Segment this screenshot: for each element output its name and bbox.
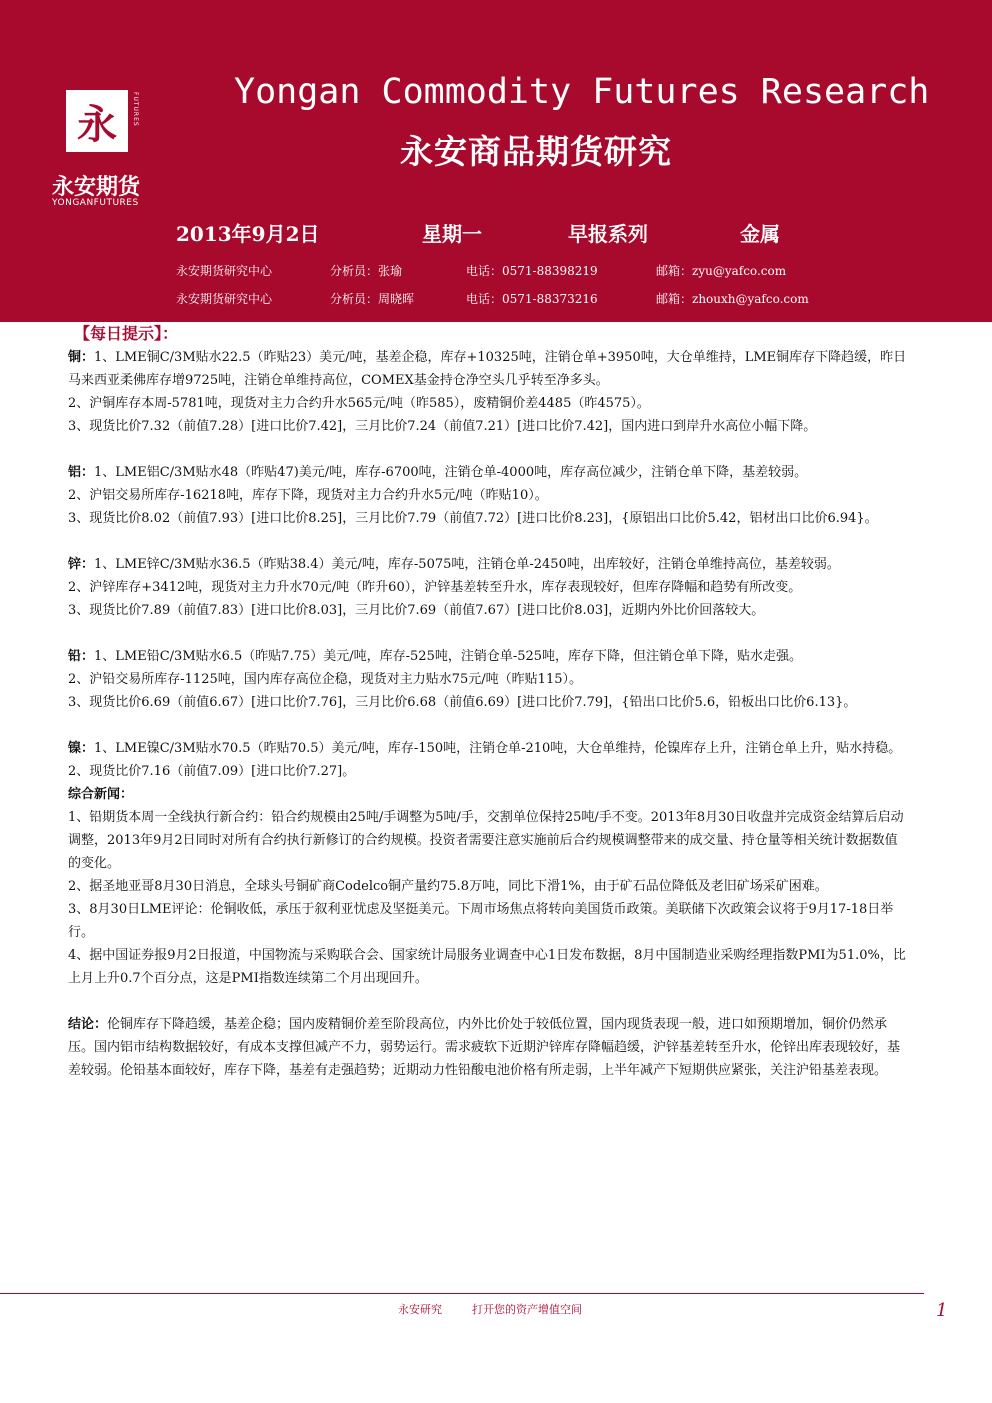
footer-slogan: 打开您的资产增值空间 <box>472 1303 582 1316</box>
nickel-line-1: 1、LME镍C/3M贴水70.5（昨贴70.5）美元/吨，库存-150吨，注销仓单-210吨，大仓单维持，伦镍库存上升，注销仓单上升，贴水持稳。 <box>94 741 902 756</box>
lead-section <box>68 645 910 714</box>
footer-brand: 永安研究 <box>398 1303 442 1316</box>
aluminum-section <box>68 461 910 530</box>
section-label: 铜： <box>68 350 95 365</box>
logo-glyph-icon: 永 <box>77 101 117 148</box>
page-number: 1 <box>936 1300 948 1321</box>
news-title: 综合新闻： <box>68 787 134 802</box>
contact-center: 永安期货研究中心 <box>176 264 273 278</box>
lead-line-1: 1、LME铅C/3M贴水6.5（昨贴7.75）美元/吨，库存-525吨，注销仓单-525吨，库存下降，但注销仓单下降，贴水走强。 <box>94 649 803 664</box>
zinc-line-3: 3、现货比价7.89（前值7.83）[进口比价8.03]，三月比价7.69（前值7.67）[进口比价8.03]，近期内外比价回落较大。 <box>68 603 765 618</box>
lead-line-3: 3、现货比价6.69（前值6.67）[进口比价7.76]，三月比价6.68（前值6.69）[进口比价7.79]，{铅出口比价5.6，铅板出口比价6.13}。 <box>68 695 857 710</box>
report-category: 金属 <box>740 222 780 246</box>
contact-phone: 电话：0571-88373216 <box>466 292 598 306</box>
conclusion-section <box>68 1013 910 1082</box>
conclusion-text: 伦铜库存下降趋缓，基差企稳；国内废精铜价差至阶段高位，内外比价处于较低位置，国内现货表现一般，进口如预期增加，铜价仍然承压。国内铝市结构数据较好，有成本支撑但减产不力，弱势运行。需求疲软下近期沪锌库存降幅趋缓，沪锌基差转至升水，伦锌出库表现较好，基差较弱。伦铅基本面较好，库存下降，基差有走强趋势；近期动力性铅酸电池价格有所走弱，上半年减产下短期供应紧张，关注沪铅基差表现。 <box>68 1017 901 1078</box>
header-banner <box>0 0 992 322</box>
report-body <box>68 322 910 1082</box>
logo-subtitle: YONGANFUTURES <box>52 198 139 208</box>
report-series: 早报系列 <box>568 222 648 246</box>
aluminum-line-1: 1、LME铝C/3M贴水48（昨贴47)美元/吨，库存-6700吨，注销仓单-4000吨，库存高位减少，注销仓单下降，基差较弱。 <box>94 465 808 480</box>
section-label: 铝： <box>68 465 95 480</box>
report-weekday: 星期一 <box>422 222 482 246</box>
copper-section <box>68 346 910 438</box>
aluminum-line-2: 2、沪铝交易所库存-16218吨，库存下降，现货对主力合约升水5元/吨（昨贴10）。 <box>68 488 548 503</box>
copper-line-2: 2、沪铜库存本周-5781吨，现货对主力合约升水565元/吨（昨585），废精铜价差4485（昨4575）。 <box>68 396 650 411</box>
daily-tips-title: 【每日提示】： <box>74 324 179 343</box>
section-label: 锌： <box>68 557 95 572</box>
contact-phone: 电话：0571-88398219 <box>466 264 598 278</box>
news-item: 1、铅期货本周一全线执行新合约：铅合约规模由25吨/手调整为5吨/手，交割单位保持25吨/手不变。2013年8月30日收盘并完成资金结算后启动调整，2013年9月2日同时对所有合约执行新修订的合约规模。投资者需要注意实施前后合约规模调整带来的成交量、持仓量等相关统计数据数值的变化。 <box>68 810 904 871</box>
section-label: 镍： <box>68 741 95 756</box>
zinc-section <box>68 553 910 622</box>
news-item: 4、据中国证券报9月2日报道，中国物流与采购联合会、国家统计局服务业调查中心1日发布数据，8月中国制造业采购经理指数PMI为51.0%，比上月上升0.7个百分点，这是PMI指数连续第二个月出现回升。 <box>68 948 906 986</box>
company-logo <box>52 90 152 210</box>
contact-email[interactable]: 邮箱：zyu@yafco.com <box>656 264 787 278</box>
zinc-line-1: 1、LME锌C/3M贴水36.5（昨贴38.4）美元/吨，库存-5075吨，注销仓单-2450吨，出库较好，注销仓单维持高位，基差较弱。 <box>94 557 840 572</box>
footer-divider <box>0 1293 924 1294</box>
copper-line-3: 3、现货比价7.32（前值7.28）[进口比价7.42]，三月比价7.24（前值7.21）[进口比价7.42]，国内进口到岸升水高位小幅下降。 <box>68 419 817 434</box>
contact-analyst: 分析员：张瑜 <box>330 264 403 278</box>
report-date: 2013年9月2日 <box>176 222 320 246</box>
conclusion-label: 结论： <box>68 1017 108 1032</box>
news-item: 3、8月30日LME评论：伦铜收低，承压于叙利亚忧虑及坚挺美元。下周市场焦点将转向美国货币政策。美联储下次政策会议将于9月17-18日举行。 <box>68 902 894 940</box>
contact-analyst: 分析员：周晓晖 <box>330 292 415 306</box>
copper-line-1: 1、LME铜C/3M贴水22.5（昨贴23）美元/吨，基差企稳，库存+10325吨，注销仓单+3950吨，大仓单维持，LME铜库存下降趋缓，昨日马来西亚柔佛库存增9725吨，注销仓单维持高位，COMEX基金持仓净空头几乎转至净多头。 <box>68 350 907 388</box>
news-section <box>68 783 910 990</box>
lead-line-2: 2、沪铅交易所库存-1125吨，国内库存高位企稳，现货对主力贴水75元/吨（昨贴115）。 <box>68 672 582 687</box>
contact-center: 永安期货研究中心 <box>176 292 273 306</box>
title-english: Yongan Commodity Futures Research <box>234 72 930 112</box>
contact-email[interactable]: 邮箱：zhouxh@yafco.com <box>656 292 809 306</box>
logo-side-text: FUTURES <box>132 92 139 127</box>
nickel-line-2: 2、现货比价7.16（前值7.09）[进口比价7.27]。 <box>68 764 356 779</box>
title-chinese: 永安商品期货研究 <box>400 132 672 171</box>
news-item: 2、据圣地亚哥8月30日消息，全球头号铜矿商Codelco铜产量约75.8万吨，同比下滑1%，由于矿石品位降低及老旧矿场采矿困难。 <box>68 879 828 894</box>
logo-name: 永安期货 <box>52 175 141 200</box>
section-label: 铅： <box>68 649 95 664</box>
nickel-section <box>68 737 910 783</box>
zinc-line-2: 2、沪锌库存+3412吨，现货对主力升水70元/吨（昨升60），沪锌基差转至升水，库存表现较好，但库存降幅和趋势有所改变。 <box>68 580 802 595</box>
aluminum-line-3: 3、现货比价8.02（前值7.93）[进口比价8.25]，三月比价7.79（前值7.72）[进口比价8.23]，{原铝出口比价5.42，铝材出口比价6.94}。 <box>68 511 878 526</box>
